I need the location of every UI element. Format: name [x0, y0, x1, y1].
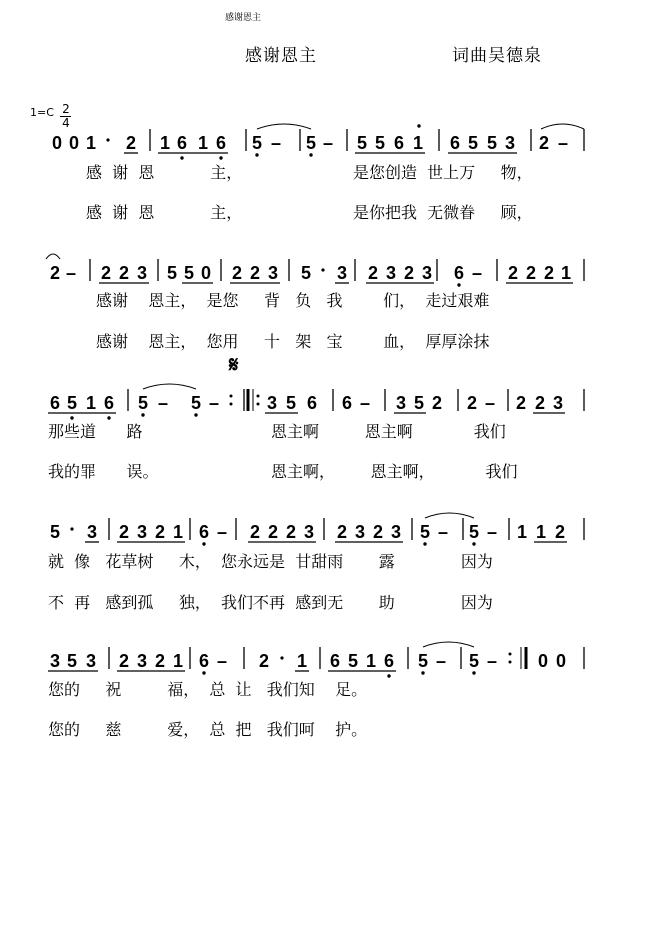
low-octave-dot [309, 153, 312, 156]
dash-note: – [484, 393, 496, 413]
jianpu-note: 5 [467, 133, 479, 153]
jianpu-note: 6 [341, 393, 353, 413]
jianpu-note: 2 [100, 263, 112, 283]
jianpu-note: 5 [49, 522, 61, 542]
lyric-line: 感 谢 恩 主， [86, 203, 243, 222]
dash-note: – [471, 263, 483, 283]
jianpu-note: 3 [86, 522, 98, 542]
dash-note: – [359, 393, 371, 413]
jianpu-note: 2 [525, 263, 537, 283]
dash-note: – [486, 651, 498, 671]
jianpu-note: 6 [198, 522, 210, 542]
tie-slur [257, 124, 311, 129]
jianpu-note: 6 [215, 133, 227, 153]
low-octave-dot [421, 671, 424, 674]
jianpu-note: 2 [372, 522, 384, 542]
jianpu-note: 3 [49, 651, 61, 671]
jianpu-note: 2 [403, 263, 415, 283]
jianpu-note: 5 [468, 651, 480, 671]
low-octave-dot [255, 153, 258, 156]
jianpu-note: 3 [336, 263, 348, 283]
low-octave-dot [202, 671, 205, 674]
jianpu-note: 2 [554, 522, 566, 542]
jianpu-note: 2 [285, 522, 297, 542]
low-octave-dot [70, 416, 73, 419]
dash-note: – [65, 263, 77, 283]
jianpu-note: 5 [419, 522, 431, 542]
repeat-dot [230, 395, 233, 398]
jianpu-note: 5 [66, 651, 78, 671]
dotted-note-dot [106, 138, 109, 141]
jianpu-note: 3 [85, 651, 97, 671]
jianpu-note: 5 [356, 133, 368, 153]
jianpu-note: 1 [296, 651, 308, 671]
dash-note: – [486, 522, 498, 542]
low-octave-dot [472, 671, 475, 674]
jianpu-note: 2 [466, 393, 478, 413]
lyric-line: 您的 慈 爱， 总 把 我们呵 护。 [48, 720, 368, 739]
low-octave-dot [141, 413, 144, 416]
jianpu-note: 5 [190, 393, 202, 413]
jianpu-note: 3 [303, 522, 315, 542]
dotted-note-dot [321, 268, 324, 271]
segno-sign: 𝄋 [229, 352, 239, 378]
jianpu-note: 6 [49, 393, 61, 413]
lyric-line: 是您创造 世上万 物， [353, 163, 533, 182]
jianpu-note: 2 [258, 651, 270, 671]
jianpu-note: 2 [515, 393, 527, 413]
jianpu-note: 2 [125, 133, 137, 153]
jianpu-note: 6 [103, 393, 115, 413]
jianpu-note: 5 [374, 133, 386, 153]
jianpu-note: 2 [507, 263, 519, 283]
repeat-dot [509, 661, 512, 664]
jianpu-note: 6 [393, 133, 405, 153]
jianpu-note: 3 [354, 522, 366, 542]
dash-note: – [208, 393, 220, 413]
jianpu-note: 2 [118, 522, 130, 542]
jianpu-note: 2 [49, 263, 61, 283]
lyric-line: 恩主啊 恩主啊 我们 [271, 422, 506, 441]
time-signature-bottom: 4 [62, 116, 70, 130]
low-octave-dot [387, 674, 390, 677]
lyric-line: 就 像 花草树 木， 您永远是 甘甜雨 露 因为 [48, 552, 493, 571]
jianpu-note: 5 [66, 393, 78, 413]
running-header: 感谢恩主 [225, 13, 262, 23]
repeat-dot [257, 395, 260, 398]
dotted-note-dot [70, 527, 73, 530]
jianpu-note: 2 [543, 263, 555, 283]
jianpu-note: 1 [172, 651, 184, 671]
jianpu-note: 0 [68, 133, 80, 153]
jianpu-note: 6 [306, 393, 318, 413]
lyric-line: 感 谢 恩 主， [86, 163, 243, 182]
repeat-dot [257, 403, 260, 406]
jianpu-note: 3 [390, 522, 402, 542]
repeat-dot [230, 403, 233, 406]
song-title: 感谢恩主 [245, 46, 317, 66]
jianpu-note: 2 [367, 263, 379, 283]
lyric-line: 恩主啊， 恩主啊， 我们 [271, 462, 518, 481]
jianpu-note: 1 [412, 133, 424, 153]
jianpu-note: 6 [329, 651, 341, 671]
jianpu-note: 3 [395, 393, 407, 413]
low-octave-dot [423, 542, 426, 545]
jianpu-note: 6 [383, 651, 395, 671]
low-octave-dot [107, 416, 110, 419]
jianpu-note: 1 [85, 133, 97, 153]
jianpu-note: 1 [197, 133, 209, 153]
low-octave-dot [457, 283, 460, 286]
dotted-note-dot [280, 656, 283, 659]
tie-slur [143, 384, 196, 389]
jianpu-note: 2 [249, 522, 261, 542]
jianpu-note: 5 [137, 393, 149, 413]
lyric-line: 那些道 路 [48, 422, 143, 441]
jianpu-note: 6 [453, 263, 465, 283]
jianpu-note: 3 [421, 263, 433, 283]
lyric-line: 感谢 恩主， 您用 十 架 宝 血， 厚厚涂抹 [96, 332, 490, 351]
low-octave-dot [472, 542, 475, 545]
jianpu-note: 5 [347, 651, 359, 671]
repeat-dot [509, 653, 512, 656]
lyric-line: 我的罪 误。 [48, 462, 159, 481]
lyric-line: 是你把我 无微眷 顾， [353, 203, 533, 222]
jianpu-note: 1 [535, 522, 547, 542]
jianpu-note: 5 [468, 522, 480, 542]
jianpu-note: 5 [305, 133, 317, 153]
jianpu-note: 3 [385, 263, 397, 283]
lyric-line: 您的 祝 福， 总 让 我们知 足。 [48, 680, 368, 699]
jianpu-note: 0 [200, 263, 212, 283]
jianpu-note: 1 [516, 522, 528, 542]
high-octave-dot [417, 124, 420, 127]
dash-note: – [157, 393, 169, 413]
jianpu-note: 2 [118, 651, 130, 671]
jianpu-note: 0 [51, 133, 63, 153]
jianpu-note: 2 [154, 651, 166, 671]
jianpu-note: 2 [534, 393, 546, 413]
jianpu-note: 5 [486, 133, 498, 153]
jianpu-note: 1 [560, 263, 572, 283]
jianpu-note: 2 [267, 522, 279, 542]
tie-slur [423, 642, 474, 647]
dash-note: – [216, 651, 228, 671]
jianpu-note: 5 [285, 393, 297, 413]
jianpu-note: 3 [136, 651, 148, 671]
jianpu-note: 5 [413, 393, 425, 413]
jianpu-note: 2 [231, 263, 243, 283]
jianpu-note: 5 [417, 651, 429, 671]
jianpu-note: 1 [159, 133, 171, 153]
dash-note: – [270, 133, 282, 153]
jianpu-note: 5 [251, 133, 263, 153]
jianpu-note: 2 [431, 393, 443, 413]
lyric-line: 感谢 恩主， 是您 背 负 我 们， 走过艰难 [96, 291, 490, 310]
tie-slur [46, 254, 60, 259]
jianpu-note: 3 [552, 393, 564, 413]
jianpu-note: 3 [136, 522, 148, 542]
jianpu-note: 5 [166, 263, 178, 283]
dash-note: – [435, 651, 447, 671]
dash-note: – [437, 522, 449, 542]
jianpu-note: 3 [266, 393, 278, 413]
tie-slur [541, 124, 584, 129]
low-octave-dot [219, 156, 222, 159]
time-signature-top: 2 [62, 102, 70, 116]
jianpu-note: 2 [336, 522, 348, 542]
low-octave-dot [202, 542, 205, 545]
lyric-line: 不 再 感到孤 独， 我们不再 感到无 助 因为 [48, 593, 493, 612]
jianpu-note: 6 [449, 133, 461, 153]
jianpu-note: 6 [198, 651, 210, 671]
jianpu-note: 0 [555, 651, 567, 671]
jianpu-note: 1 [85, 393, 97, 413]
jianpu-note: 1 [172, 522, 184, 542]
jianpu-note: 2 [249, 263, 261, 283]
jianpu-note: 3 [267, 263, 279, 283]
key-signature: 1=C [30, 106, 54, 119]
jianpu-note: 0 [537, 651, 549, 671]
dash-note: – [557, 133, 569, 153]
tie-slur [425, 513, 474, 518]
low-octave-dot [180, 156, 183, 159]
jianpu-note: 2 [538, 133, 550, 153]
composer-credit: 词曲吴德泉 [452, 46, 542, 66]
jianpu-note: 3 [504, 133, 516, 153]
jianpu-note: 2 [154, 522, 166, 542]
jianpu-note: 1 [365, 651, 377, 671]
jianpu-note: 2 [118, 263, 130, 283]
low-octave-dot [194, 413, 197, 416]
jianpu-note: 6 [176, 133, 188, 153]
jianpu-note: 5 [183, 263, 195, 283]
dash-note: – [216, 522, 228, 542]
dash-note: – [322, 133, 334, 153]
jianpu-note: 5 [300, 263, 312, 283]
jianpu-note: 3 [136, 263, 148, 283]
